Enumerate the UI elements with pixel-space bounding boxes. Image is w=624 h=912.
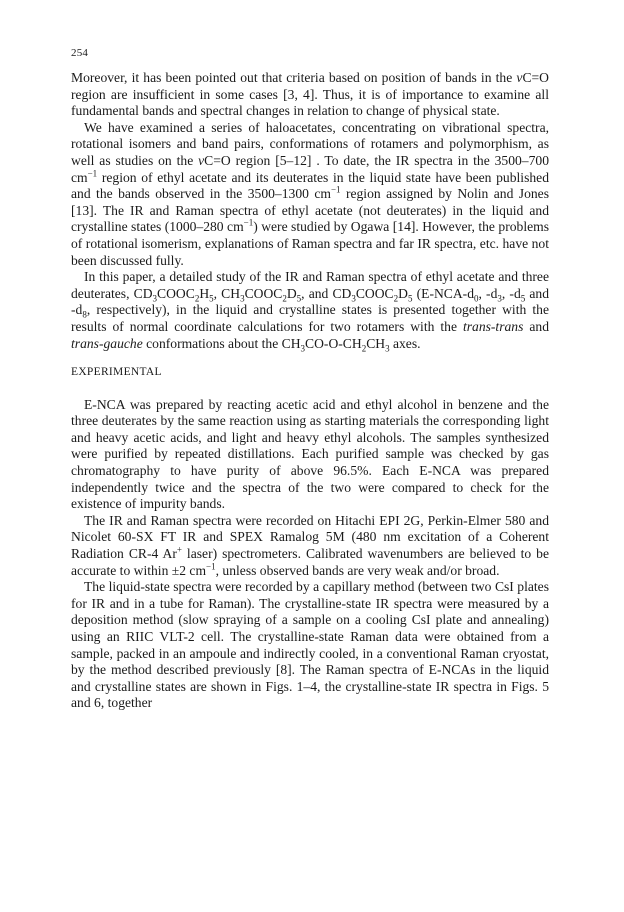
paragraph-p3: In this paper, a detailed study of the IR and Raman spectra of ethyl acetate and three deuterates, $CD_3COOC_2H_5$, $CH_3COOC_2D_5$, and $CD_3COOC_2D_5$ ($E-NCA-d_0$, $-d_3$, $-d_5$ and $-d_8$, respectively), in the liquid and crystalline states is presented together with the results of normal coordinate calculations for two rotamers with the trans-trans and trans-gauche conformations about the $CH_3CO-O-CH_2CH_3$ axes. xyxy=(71,269,550,354)
introduction-section xyxy=(71,70,549,352)
paragraph-p1: Moreover, it has been pointed out that criteria based on position of bands in the νC=O region are insufficient in some cases [3, 4]. Thus, it is of importance to examine all fundamental bands and spectral changes in relation to change of physical state. xyxy=(71,70,549,119)
page-number: 254 xyxy=(71,47,89,59)
paragraph-e1: E-NCA was prepared by reacting acetic acid and ethyl alcohol in benzene and the three deuterates by the same reaction using as starting materials the corresponding light and heavy acetic acids, and light and heavy ethyl alcohols. The samples synthesized were purified by repeated distillations. Each purified sample was checked by gas chromatography to have purity of above 96.5%. Each E-NCA was prepared independently twice and the spectra of the two were compared to check for the existence of impurity bands. xyxy=(71,396,549,512)
paragraph-e3: The liquid-state spectra were recorded by a capillary method (between two CsI plates for IR and in a tube for Raman). The crystalline-state IR spectra were measured by a deposition method (slow spraying of a sample on a cooling CsI plate and annealing) using an RIIC VLT-2 cell. The crystalline-state Raman data were obtained from a sample, packed in an ampoule and indirectly cooled, in a conventional Raman cryostat, by the method described previously [8]. The Raman spectra of E-NCAs in the liquid and crystalline states are shown in Figs. 1–4, the crystalline-state IR spectra in Figs. 5 and 6, together xyxy=(71,579,549,711)
article-body xyxy=(71,70,549,712)
section-heading-experimental: EXPERIMENTAL xyxy=(71,366,162,379)
paragraph-p2: We have examined a series of haloacetates, concentrating on vibrational spectra, rotational isomers and band pairs, conformations of rotamers and polymorphism, as well as studies on the νC=O region [5–12] . To date, the IR spectra in the 3500–700 $cm^{-1}$ region of ethyl acetate and its deuterates in the liquid state have been published and the bands observed in the 3500–1300 $cm^{-1}$ region assigned by Nolin and Jones [13]. The IR and Raman spectra of ethyl acetate (not deuterates) in the liquid and crystalline states (1000–280 $cm^{-1}$) were studied by Ogawa [14]. However, the problems of rotational isomerism, explanations of Raman spectra and far IR spectra, etc. have not been discussed fully. xyxy=(71,119,550,268)
paragraph-e2: The IR and Raman spectra were recorded on Hitachi EPI 2G, Perkin-Elmer 580 and Nicolet 60-SX FT IR and SPEX Ramalog 5M (480 nm excitation of a Coherent Radiation CR-4 Ar+ laser) spectrometers. Calibrated wavenumbers are believed to be accurate to within ±2 $cm^{-1}$, unless observed bands are very weak and/or broad. xyxy=(71,512,550,578)
experimental-section xyxy=(71,397,549,712)
